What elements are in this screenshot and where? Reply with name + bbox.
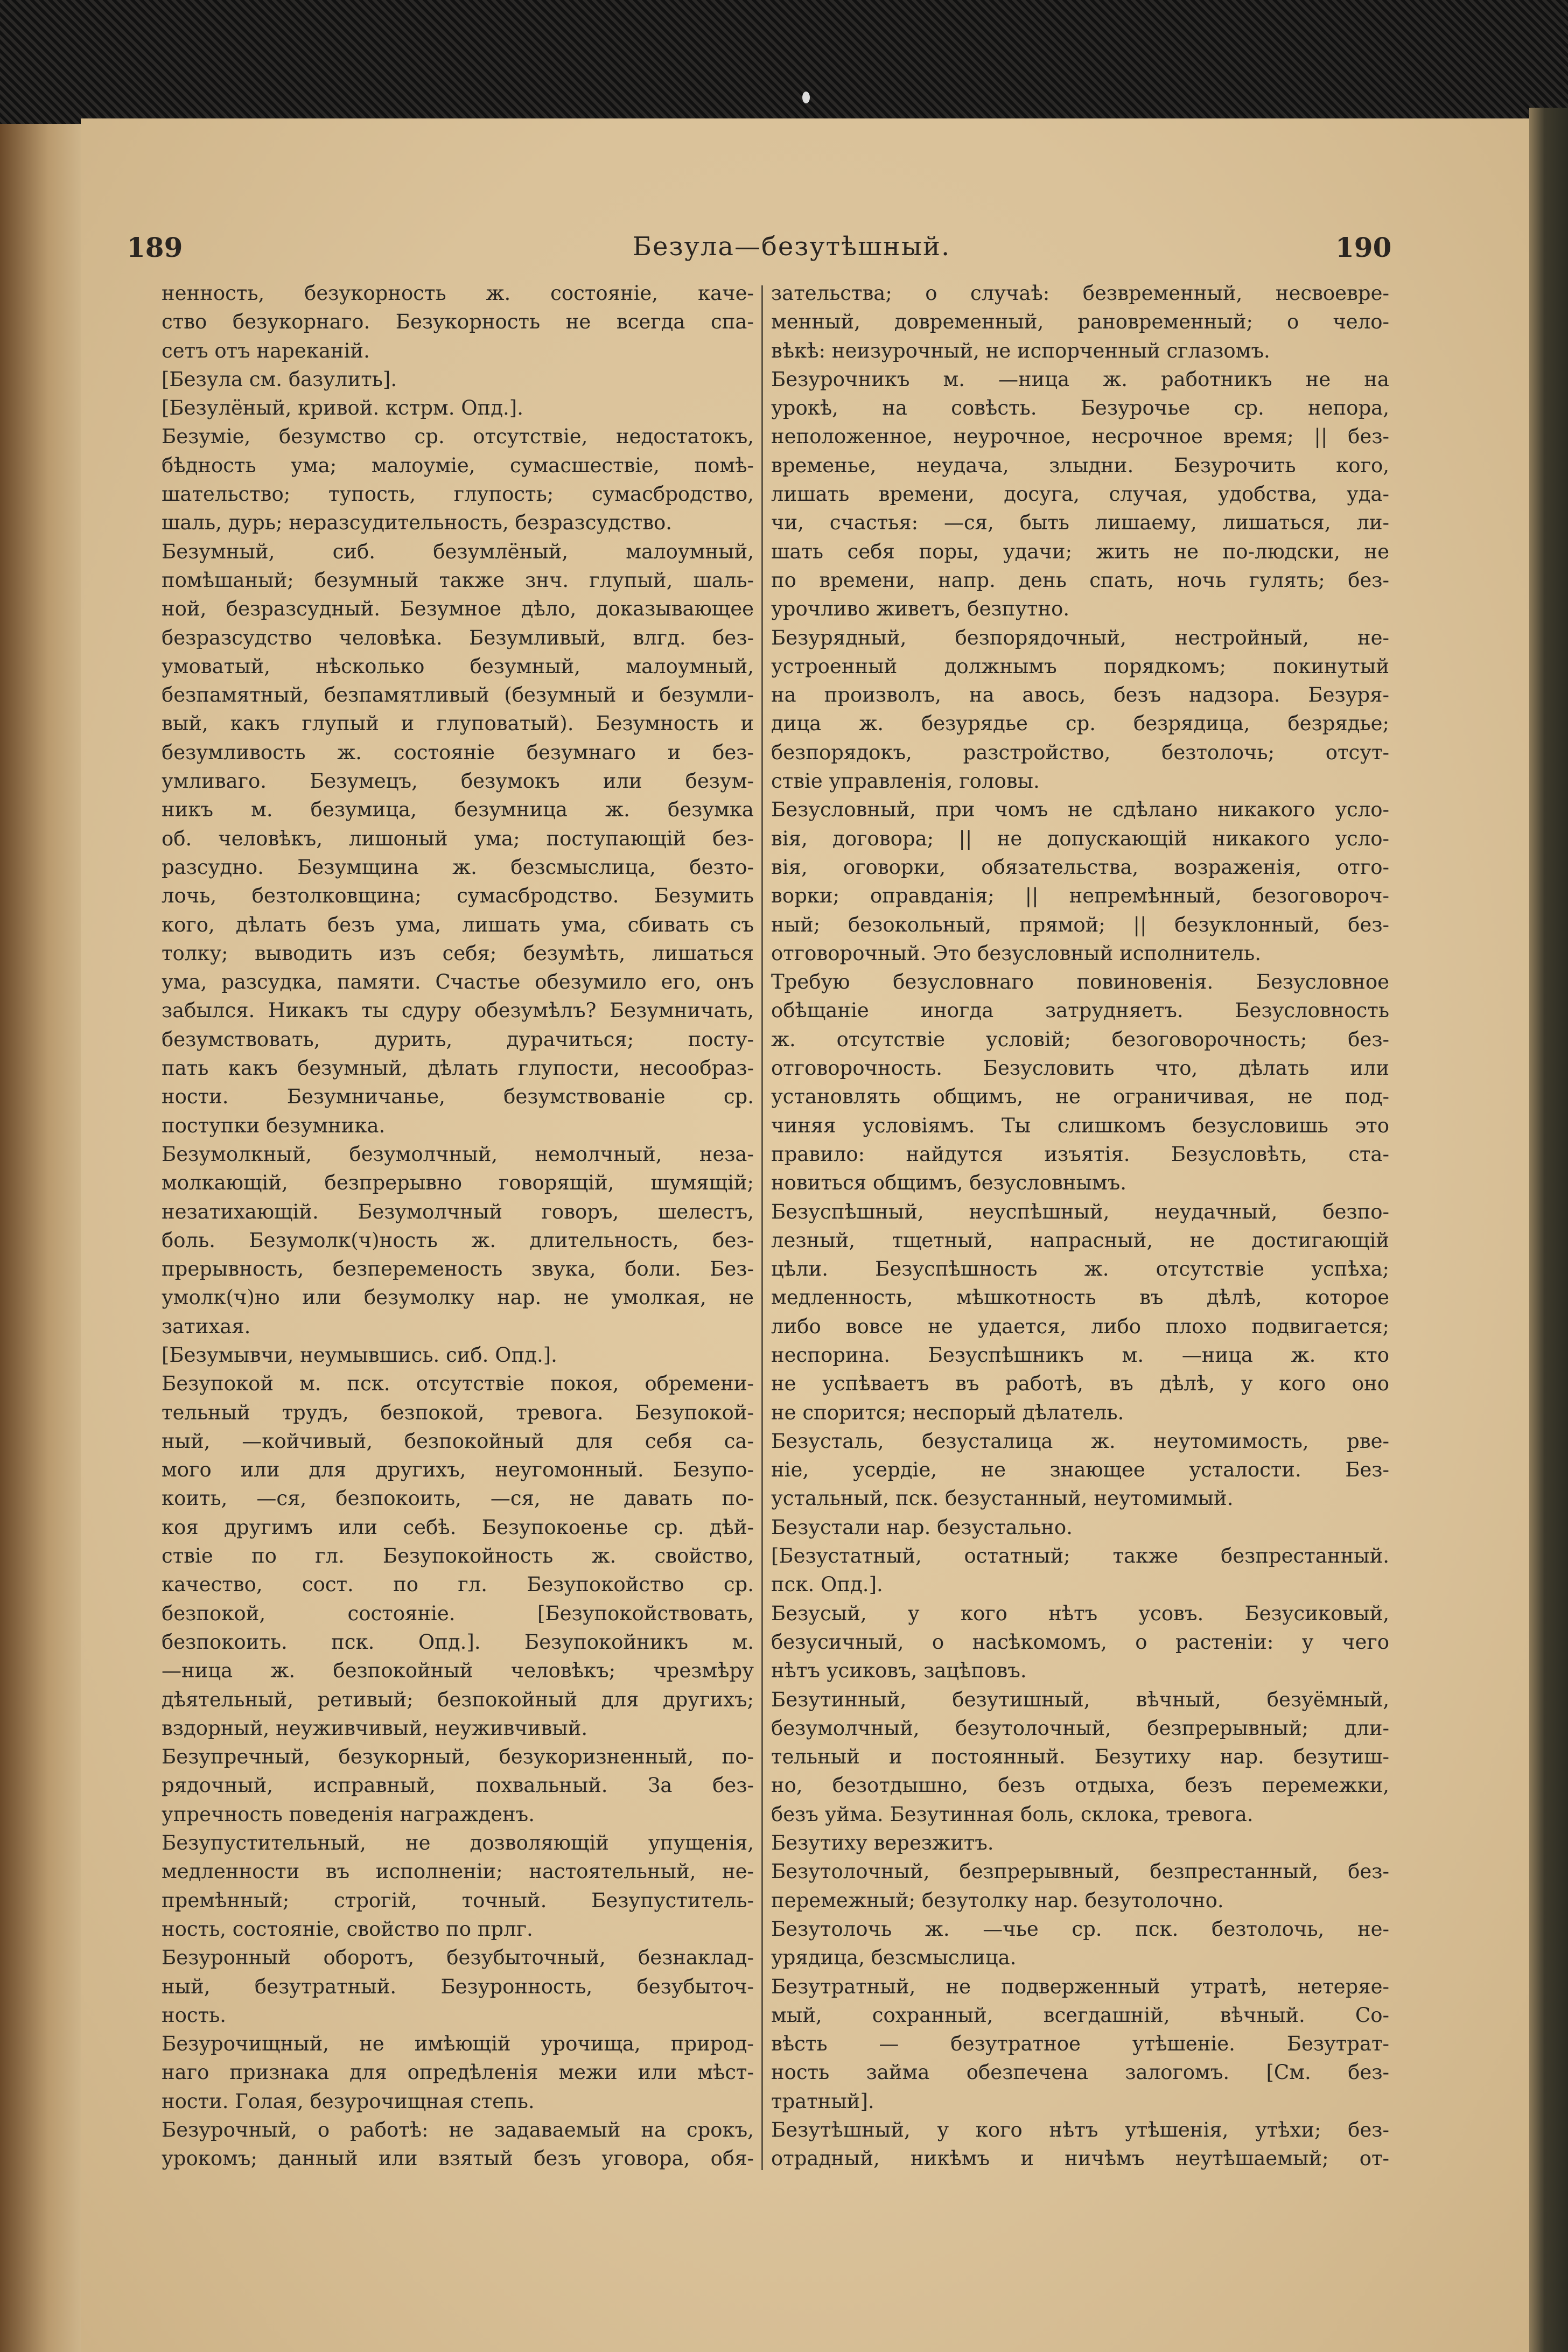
text-line: качество, сост. по гл. Безупокойство ср. [162,1573,754,1597]
text-line: урокѣ, на совѣсть. Безурочье ср. непора, [771,396,1389,420]
text-line: Безутиху верезжитъ. [771,1831,994,1855]
text-line: кого, дѣлать безъ ума, лишать ума, сбивать съ [162,913,754,936]
text-line: мый, сохранный, всегдашній, вѣчный. Со- [771,2003,1389,2027]
text-line: ніе, усердіе, не знающее усталости. Без- [771,1458,1389,1482]
text-line: не спорится; неспорый дѣлатель. [771,1401,1124,1424]
text-line: Безусый, у кого нѣтъ усовъ. Безусиковый, [771,1601,1389,1625]
text-line: Безурочникъ м. —ница ж. работникъ не на [771,367,1389,391]
text-line: отговорочность. Безусловить что, дѣлать или [771,1056,1389,1080]
page-number-right: 190 [1335,232,1392,263]
text-line: толку; выводить изъ себя; безумѣть, лишаться [162,941,754,965]
text-line: умолк(ч)но или безумолку нар. не умолкая, не [162,1286,754,1310]
text-line: мого или для другихъ, неугомонный. Безупо- [162,1458,754,1482]
text-line: умливаго. Безумецъ, безумокъ или безум- [162,769,754,793]
text-line: на произволъ, на авось, безъ надзора. Безуря- [771,683,1389,707]
text-line: цѣли. Безуспѣшность ж. отсутствіе успѣха; [771,1257,1389,1281]
text-line: наго признака для опредѣленія межи или мѣст- [162,2061,754,2084]
text-line: нѣтъ усиковъ, зацѣповъ. [771,1659,1027,1683]
text-line: безусичный, о насѣкомомъ, о растеніи: у чего [771,1630,1389,1654]
text-line: шательство; тупость, глупость; сумасбродство, [162,482,754,506]
text-line: Безурочный, о работѣ: не задаваемый на срокъ, [162,2118,754,2141]
text-line: тельный трудъ, безпокой, тревога. Безупокой- [162,1401,754,1424]
text-line: Безуміе, безумство ср. отсутствіе, недостатокъ, [162,425,754,449]
text-line: пать какъ безумный, дѣлать глупости, несообраз- [162,1056,754,1080]
text-line: ность, состояніе, свойство по прлг. [162,1917,533,1941]
text-line: устальный, пск. безустанный, неутомимый. [771,1487,1234,1510]
text-line: Безутѣшный, у кого нѣтъ утѣшенія, утѣхи; без- [771,2118,1389,2141]
text-line: дица ж. безурядье ср. безрядица, безрядье; [771,712,1389,736]
text-line: прерывность, безпеременость звука, боли. Без- [162,1257,754,1281]
text-line: [Безустатный, остатный; также безпрестанный. [771,1544,1389,1568]
text-line: боль. Безумолк(ч)ность ж. длительность, без- [162,1228,754,1252]
text-line: [Безула см. базулить]. [162,367,397,391]
text-line: чи, счастья: —ся, быть лишаему, лишаться, ли- [771,511,1389,535]
text-line: урочливо живетъ, безпутно. [771,597,1070,621]
text-line: не успѣваетъ въ работѣ, въ дѣлѣ, у кого оно [771,1372,1389,1396]
text-line: ненность, безукорность ж. состояніе, каче- [162,282,754,305]
text-line: новиться общимъ, безусловнымъ. [771,1171,1126,1195]
text-line: поступки безумника. [162,1114,386,1137]
text-line: [Безумывчи, неумывшись. сиб. Опд.]. [162,1343,557,1367]
text-line: Требую безусловнаго повиновенія. Безусловное [771,970,1389,994]
text-line: Безупречный, безукорный, безукоризненный, по- [162,1745,754,1769]
text-line: лишать времени, досуга, случая, удобства, уда- [771,482,1389,506]
text-line: дѣятельный, ретивый; безпокойный для другихъ; [162,1688,754,1711]
text-line: шать себя поры, удачи; жить не по-людски, не [771,540,1389,563]
text-line: Безумный, сиб. безумлёный, малоумный, [162,540,754,563]
text-line: безразсудство человѣка. Безумливый, влгд. без- [162,626,754,649]
text-line: забылся. Никакъ ты сдуру обезумѣлъ? Безумничать, [162,999,754,1023]
text-line: рядочный, исправный, похвальный. За без- [162,1774,754,1797]
text-line: Безуронный оборотъ, безубыточный, безнаклад- [162,1946,754,1970]
text-line: вѣкѣ: неизурочный, не испорченный сглазомъ. [771,339,1270,362]
text-line: медленности въ исполненіи; настоятельный, не- [162,1860,754,1884]
left-text-column [162,279,754,2173]
right-text-column [771,279,1389,2173]
text-line: безумствовать, дурить, дурачиться; посту- [162,1027,754,1051]
text-line: Безуспѣшный, неуспѣшный, неудачный, безпо- [771,1200,1389,1223]
text-line: отрадный, никѣмъ и ничѣмъ неутѣшаемый; от- [771,2147,1389,2171]
text-line: Безутолочный, безпрерывный, безпрестанный, без- [771,1860,1389,1884]
text-line: Безустали нар. безустально. [771,1515,1073,1539]
text-line: по времени, напр. день спать, ночь гулять; без- [771,568,1389,592]
text-line: ности. Голая, безурочищная степь. [162,2089,535,2113]
text-line: молкающій, безпрерывно говорящій, шумящій; [162,1171,754,1195]
text-line: Безупокой м. пск. отсутствіе покоя, обремени- [162,1372,754,1396]
text-line: обѣщаніе иногда затрудняетъ. Безусловность [771,999,1389,1023]
text-line: помѣшаный; безумный также знч. глупый, шаль- [162,568,754,592]
text-line: ствіе по гл. Безупокойность ж. свойство, [162,1544,754,1568]
text-line: Безурочищный, не имѣющій урочища, природ- [162,2032,754,2056]
text-line: безпокоить. пск. Опд.]. Безупокойникъ м. [162,1630,754,1654]
text-line: об. человѣкъ, лишоный ума; поступающій без- [162,827,754,850]
text-line: Безупустительный, не дозволяющій упущенія, [162,1831,754,1855]
running-title: Безула—безутѣшный. [632,232,951,262]
text-line: коя другимъ или себѣ. Безупокоенье ср. дѣй- [162,1515,754,1539]
text-line: урядица, безсмыслица. [771,1946,1017,1970]
text-line: безпамятный, безпамятливый (безумный и безумли- [162,683,754,707]
book-spine-edge [1529,108,1568,2352]
text-line: вый, какъ глупый и глуповатый). Безумность и [162,712,754,736]
text-line: медленность, мѣшкотность въ дѣлѣ, которое [771,1286,1389,1310]
text-line: чиняя условіямъ. Ты слишкомъ безусловишь это [771,1114,1389,1137]
text-line: отговорочный. Это безусловный исполнитель. [771,941,1261,965]
text-line: ворки; оправданія; || непремѣнный, безоговороч- [771,884,1389,908]
text-line: —ница ж. безпокойный человѣкъ; чрезмѣру [162,1659,754,1683]
pin-mark [802,92,810,103]
text-line: менный, довременный, рановременный; о чело- [771,310,1389,334]
running-header [0,232,1568,269]
text-line: неположенное, неурочное, несрочное время; || без- [771,425,1389,449]
text-line: пск. Опд.]. [771,1573,883,1597]
text-line: вздорный, неуживчивый, неуживчивый. [162,1716,588,1740]
text-line: никъ м. безумица, безумница ж. безумка [162,798,754,822]
text-line: премѣнный; строгій, точный. Безупуститель- [162,1888,754,1912]
text-line: умоватый, нѣсколько безумный, малоумный, [162,654,754,678]
text-line: разсудно. Безумщина ж. безсмыслица, безто- [162,855,754,879]
text-line: ный, безутратный. Безуронность, безубыточ- [162,1975,754,1998]
text-line: ство безукорнаго. Безукорность не всегда спа- [162,310,754,334]
text-line: коить, —ся, безпокоить, —ся, не давать по- [162,1487,754,1510]
text-line: безумолчный, безутолочный, безпрерывный; дли- [771,1716,1389,1740]
text-line: тратный]. [771,2089,874,2113]
text-line: вѣсть — безутратное утѣшеніе. Безутрат- [771,2032,1389,2056]
text-line: тельный и постоянный. Безутиху нар. безутиш- [771,1745,1389,1769]
text-line: Безусталь, безусталица ж. неутомимость, рве- [771,1429,1389,1453]
text-line: ный, —койчивый, безпокойный для себя са- [162,1429,754,1453]
text-line: Безумолкный, безумолчный, немолчный, неза- [162,1142,754,1166]
text-line: ствіе управленія, головы. [771,769,1040,793]
text-line: ность. [162,2003,227,2027]
text-line: вія, договора; || не допускающій никакого усло- [771,827,1389,850]
text-line: безумливость ж. состояніе безумнаго и без- [162,740,754,764]
text-line: правило: найдутся изъятія. Безусловѣть, ста- [771,1142,1389,1166]
text-line: безъ уйма. Безутинная боль, склока, тревога. [771,1802,1254,1826]
text-line: лочь, безтолковщина; сумасбродство. Безумить [162,884,754,908]
page-number-left: 189 [127,232,183,263]
text-line: Безутолочь ж. —чье ср. пск. безтолочь, не- [771,1917,1389,1941]
text-line: Безусловный, при чомъ не сдѣлано никакого усло- [771,798,1389,822]
text-line: Безутинный, безутишный, вѣчный, безуёмный, [771,1688,1389,1711]
text-line: [Безулёный, кривой. кстрм. Опд.]. [162,396,523,420]
column-divider [761,285,763,2170]
text-line: либо вовсе не удается, либо плохо подвигается; [771,1314,1389,1338]
text-line: сетъ отъ нареканій. [162,339,370,362]
text-line: ной, безразсудный. Безумное дѣло, доказывающее [162,597,754,621]
text-line: перемежный; безутолку нар. безутолочно. [771,1888,1224,1912]
text-line: Безурядный, безпорядочный, нестройный, не- [771,626,1389,649]
text-line: урокомъ; данный или взятый безъ уговора, обя- [162,2147,754,2171]
text-line: ность займа обезпечена залогомъ. [См. без- [771,2061,1389,2084]
text-line: но, безотдышно, безъ отдыха, безъ перемежки, [771,1774,1389,1797]
text-line: незатихающій. Безумолчный говоръ, шелестъ, [162,1200,754,1223]
text-line: неспорина. Безуспѣшникъ м. —ница ж. кто [771,1343,1389,1367]
text-line: установлять общимъ, не ограничивая, не под- [771,1085,1389,1109]
text-line: безпорядокъ, разстройство, безтолочь; отсут- [771,740,1389,764]
text-line: ный; безокольный, прямой; || безуклонный, без- [771,913,1389,936]
text-line: бѣдность ума; малоуміе, сумасшествіе, помѣ- [162,453,754,477]
previous-page-edge [0,124,81,2352]
text-line: вія, оговорки, обязательства, возраженія, отго- [771,855,1389,879]
text-line: шаль, дурь; неразсудительность, безразсудство. [162,511,673,535]
text-line: лезный, тщетный, напрасный, не достигающій [771,1228,1389,1252]
text-line: ума, разсудка, памяти. Счастье обезумило его, онъ [162,970,754,994]
text-line: ности. Безумничанье, безумствованіе ср. [162,1085,754,1109]
text-line: Безутратный, не подверженный утратѣ, нетеряе- [771,1975,1389,1998]
text-line: упречность поведенія награжденъ. [162,1802,535,1826]
text-line: устроенный должнымъ порядкомъ; покинутый [771,654,1389,678]
text-line: временье, неудача, злыдни. Безурочить кого, [771,453,1389,477]
text-line: безпокой, состояніе. [Безупокойствовать, [162,1601,754,1625]
text-line: ж. отсутствіе условій; безоговорочность; без- [771,1027,1389,1051]
text-line: зательства; о случаѣ: безвременный, несвоевре- [771,282,1389,305]
text-line: затихая. [162,1314,251,1338]
